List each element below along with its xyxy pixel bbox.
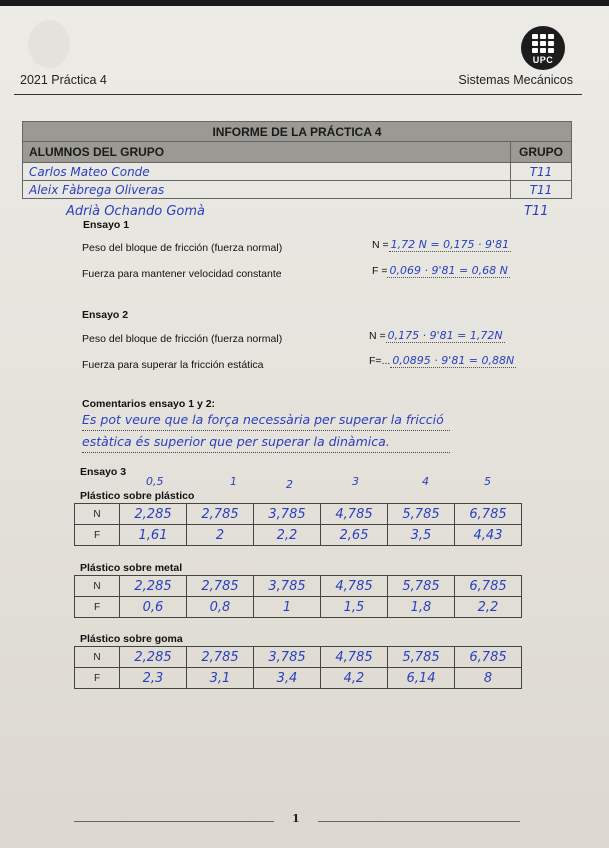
cell[interactable]: 4,2: [321, 668, 388, 689]
cell[interactable]: 3,1: [187, 668, 254, 689]
comment-line[interactable]: Es pot veure que la força necessària per superar la fricció: [82, 412, 450, 431]
upc-logo-icon: [521, 26, 565, 70]
student-name[interactable]: Carlos Mateo Conde: [23, 163, 511, 181]
table-row-f: [75, 597, 522, 618]
cell[interactable]: 3,785: [254, 576, 321, 597]
table-plastic-metal: [74, 575, 522, 618]
ensayo1-force-field: [372, 264, 510, 278]
ensayo1-force-label: Fuerza para mantener velocidad constante: [82, 268, 282, 280]
row-header: F: [75, 597, 120, 618]
mass-label: 0,5: [146, 475, 164, 488]
upc-logo-text: UPC: [532, 54, 554, 65]
student-row: [23, 181, 572, 199]
row-header: F: [75, 668, 120, 689]
table-row-n: [75, 576, 522, 597]
student-group[interactable]: T11: [511, 163, 572, 181]
footer-rule-right: [318, 821, 520, 822]
header-practice-title: 2021 Práctica 4: [20, 73, 107, 87]
cell[interactable]: 8: [455, 668, 522, 689]
mass-label: 2: [286, 478, 293, 491]
cell[interactable]: 2,65: [321, 525, 388, 546]
mass-label: 3: [352, 475, 359, 488]
row-header: N: [75, 576, 120, 597]
cell[interactable]: 2,2: [455, 597, 522, 618]
ensayo2-force-field: [369, 354, 516, 368]
student-name[interactable]: Aleix Fàbrega Oliveras: [23, 181, 511, 199]
cell[interactable]: 4,785: [321, 647, 388, 668]
cell[interactable]: 6,785: [455, 647, 522, 668]
student-name[interactable]: Adrià Ochando Gomà: [66, 204, 206, 219]
header-course-title: Sistemas Mecánicos: [458, 73, 573, 87]
mass-label: 4: [422, 475, 429, 488]
ensayo1-normal-label: Peso del bloque de fricción (fuerza normal): [82, 242, 283, 254]
table-row-f: [75, 525, 522, 546]
cell[interactable]: 3,5: [388, 525, 455, 546]
cell[interactable]: 2,285: [120, 576, 187, 597]
ensayo1-title: Ensayo 1: [83, 219, 130, 231]
symbol: F =: [372, 265, 388, 277]
ensayo2-title: Ensayo 2: [82, 309, 129, 321]
cell[interactable]: 3,785: [254, 647, 321, 668]
table-plastic-rubber: [74, 646, 522, 689]
cell[interactable]: 2,3: [120, 668, 187, 689]
cell[interactable]: 4,785: [321, 576, 388, 597]
cell[interactable]: 2,785: [187, 576, 254, 597]
cell[interactable]: 3,4: [254, 668, 321, 689]
table-title-plastic-rubber: Plástico sobre goma: [80, 633, 183, 645]
cell[interactable]: 4,43: [455, 525, 522, 546]
cell[interactable]: 2: [187, 525, 254, 546]
table-title-plastic-plastic: Plástico sobre plástico: [80, 490, 195, 502]
report-header-table: [22, 121, 572, 199]
cell[interactable]: 2,785: [187, 504, 254, 525]
table-title-plastic-metal: Plástico sobre metal: [80, 562, 183, 574]
cell[interactable]: 6,14: [388, 668, 455, 689]
cell[interactable]: 2,285: [120, 647, 187, 668]
cell[interactable]: 1,61: [120, 525, 187, 546]
mass-label: 1: [230, 475, 237, 488]
cell[interactable]: 0,6: [120, 597, 187, 618]
cell[interactable]: 5,785: [388, 504, 455, 525]
cell[interactable]: 1,8: [388, 597, 455, 618]
ensayo1-normal-field: [372, 238, 511, 252]
header-divider: [14, 94, 582, 95]
footer-rule-left: [74, 821, 274, 822]
cell[interactable]: 2,785: [187, 647, 254, 668]
cell[interactable]: 6,785: [455, 504, 522, 525]
group-header: GRUPO: [511, 142, 572, 163]
cell[interactable]: 2,285: [120, 504, 187, 525]
cell[interactable]: 5,785: [388, 647, 455, 668]
ensayo3-title: Ensayo 3: [80, 466, 127, 478]
table-row-f: [75, 668, 522, 689]
symbol: N =: [372, 239, 389, 251]
comments-title: Comentarios ensayo 1 y 2:: [82, 398, 216, 410]
ensayo1-force-value[interactable]: 0,069 · 9'81 = 0,68 N: [389, 264, 508, 277]
cell[interactable]: 4,785: [321, 504, 388, 525]
table-row-n: [75, 647, 522, 668]
cell[interactable]: 2,2: [254, 525, 321, 546]
mass-labels: [120, 475, 520, 489]
faded-logo-icon: [28, 20, 70, 68]
cell[interactable]: 1: [254, 597, 321, 618]
student-group[interactable]: T11: [524, 204, 549, 219]
ensayo2-normal-label: Peso del bloque de fricción (fuerza normal): [82, 333, 283, 345]
students-header: ALUMNOS DEL GRUPO: [23, 142, 511, 163]
symbol: N =: [369, 330, 386, 342]
cell[interactable]: 5,785: [388, 576, 455, 597]
comment-line[interactable]: estàtica és superior que per superar la dinàmica.: [82, 434, 450, 453]
cell[interactable]: 3,785: [254, 504, 321, 525]
row-header: N: [75, 647, 120, 668]
table-plastic-plastic: [74, 503, 522, 546]
student-group[interactable]: T11: [511, 181, 572, 199]
table-row-n: [75, 504, 522, 525]
report-title: INFORME DE LA PRÁCTICA 4: [23, 122, 572, 142]
student-row: [23, 163, 572, 181]
cell[interactable]: 6,785: [455, 576, 522, 597]
cell[interactable]: 1,5: [321, 597, 388, 618]
page-number: 1: [292, 812, 300, 825]
row-header: F: [75, 525, 120, 546]
cell[interactable]: 0,8: [187, 597, 254, 618]
row-header: N: [75, 504, 120, 525]
ensayo2-force-value[interactable]: 0,0895 · 9'81 = 0,88N: [392, 354, 515, 367]
symbol: F=...: [369, 355, 391, 367]
ensayo1-normal-value[interactable]: 1,72 N = 0,175 · 9'81: [390, 238, 510, 251]
ensayo2-normal-field: [369, 329, 505, 343]
ensayo2-force-label: Fuerza para superar la fricción estática: [82, 359, 264, 371]
mass-label: 5: [484, 475, 491, 488]
ensayo2-normal-value[interactable]: 0,175 · 9'81 = 1,72N: [387, 329, 503, 342]
